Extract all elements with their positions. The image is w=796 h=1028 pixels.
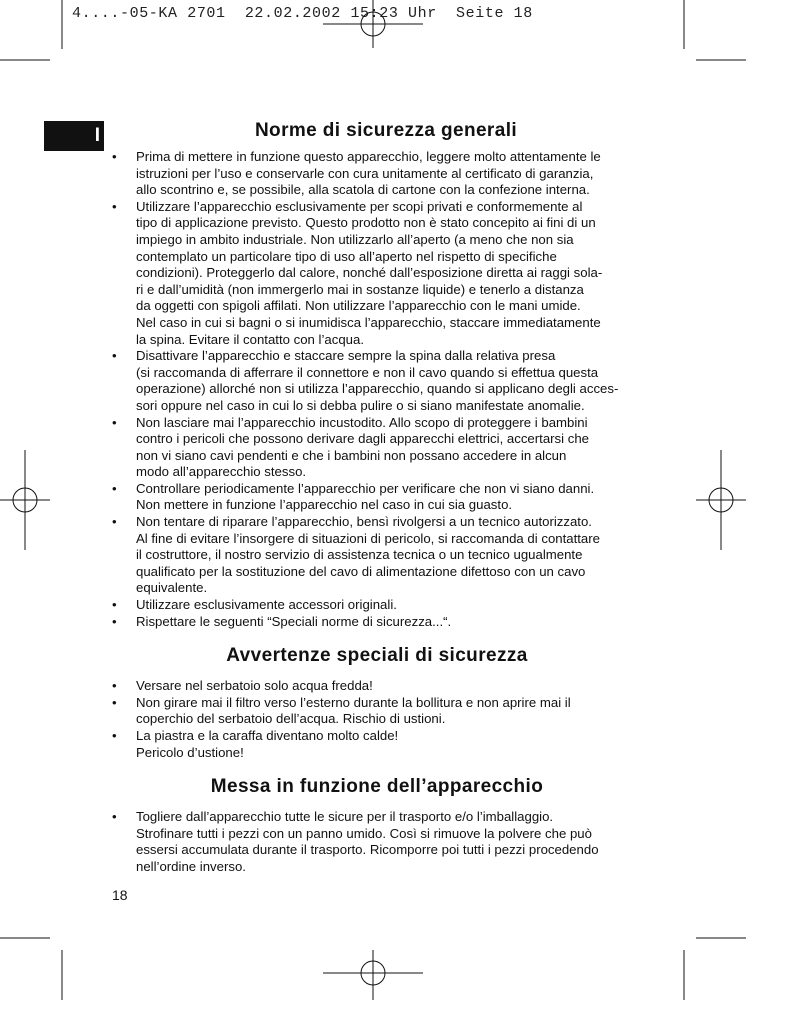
bullet-list (112, 149, 642, 630)
registration-mark-bottom (323, 950, 423, 1000)
list-item: • La piastra e la caraffa diventano molto calde! Pericolo d’ustione! (112, 728, 399, 760)
list-item: • Non girare mai il filtro verso l’esterno durante la bollitura e non aprire mai il coperchio del serbatoio dell’acqua. Rischio di ustioni. (112, 694, 571, 727)
list-item: • Disattivare l’apparecchio e staccare sempre la spina dalla relativa presa (si raccomanda di afferrare il connettore e non il cavo quando si effettua questa operazione) allorché non si utilizza l’apparecchio, quando si applicano degli acces- sori oppure nel caso in cui lo si debba pulire o si siano manifestate anomalie. (112, 348, 619, 413)
list-item: • Versare nel serbatoio solo acqua fredda! (112, 678, 373, 694)
page-content (112, 117, 642, 876)
section-title: Avvertenze speciali di sicurezza (226, 645, 528, 667)
list-item: • Utilizzare esclusivamente accessori originali. (112, 597, 397, 613)
bullet-icon: • (112, 198, 117, 214)
bullet-icon: • (112, 348, 117, 364)
bullet-list (112, 678, 642, 761)
section-title: Norme di sicurezza generali (254, 120, 518, 141)
section-title: Messa in funzione dell’apparecchio (210, 776, 544, 798)
registration-mark-left (0, 450, 50, 550)
list-item: • Togliere dall’apparecchio tutte le sicure per il trasporto e/o l’imballaggio. Strofinare tutti i pezzi con un panno umido. Così si rimuove la polvere che può essersi accumulata durante il trasporto. Ricomporre poi tutti i pezzi procedendo nell’ordine inverso. (112, 809, 599, 874)
list-item: • Prima di mettere in funzione questo apparecchio, leggere molto attentamente le istruzioni per l’uso e conservarle con cura unitamente al certificato di garanzia, allo scontrino e, se possibile, alla scatola di cartone con la confezione interna. (112, 149, 601, 198)
list-item: • Utilizzare l’apparecchio esclusivamente per scopi privati e conformemente al tipo di applicazione previsto. Questo prodotto non è stato concepito ai fini di un impiego in ambito industriale. Non utilizzarlo all’aperto (a meno che non sia contemplato un particolare tipo di uso all’aperto nel rispetto di specifiche condizioni). Proteggerlo dal calore, nonché dall’esposizione diretta ai raggi sola- ri e dall’umidità (non immergerlo mai in sostanze liquide) e tenerlo a distanza da oggetti con spigoli affilati. Non utilizzare l’apparecchio con le mani umide. Nel caso in cui si bagni o si inumidisca l’apparecchio, staccare immediatamente la spina. Evitare il contatto con l’acqua. (112, 198, 603, 347)
page-number: 18 (112, 887, 128, 903)
bullet-icon: • (112, 597, 117, 613)
bullet-icon: • (112, 480, 117, 496)
print-slug: 4....-05-KA 2701 22.02.2002 15:23 Uhr Seite 18 (72, 5, 533, 22)
bullet-icon: • (112, 809, 117, 825)
bullet-icon: • (112, 149, 117, 164)
registration-mark-top (323, 0, 423, 48)
language-tab: I (44, 121, 104, 151)
bullet-icon: • (112, 694, 117, 710)
list-item: • Non tentare di riparare l’apparecchio, bensì rivolgersi a un tecnico autorizzato. Al fine di evitare l’insorgere di situazioni di pericolo, si raccomanda di contattare il costruttore, il nostro servizio di assistenza tecnica o un tecnico ugualmente qualificato per la sostituzione del cavo di alimentazione difettoso con un cavo equivalente. (112, 514, 600, 596)
list-item: • Controllare periodicamente l’apparecchio per verificare che non vi siano danni. Non mettere in funzione l’apparecchio nel caso in cui sia guasto. (112, 480, 595, 513)
bullet-icon: • (112, 514, 117, 530)
bullet-icon: • (112, 613, 117, 629)
bullet-list (112, 809, 642, 875)
list-item: • Non lasciare mai l’apparecchio incustodito. Allo scopo di proteggere i bambini contro i pericoli che possono derivare dagli apparecchi elettrici, accertarsi che non vi siano cavi pendenti e che i bambini non possano accedere in alcun modo all’apparecchio stesso. (112, 414, 589, 480)
list-item: • Rispettare le seguenti “Speciali norme di sicurezza...“. (112, 613, 452, 629)
bullet-icon: • (112, 678, 117, 694)
registration-mark-right (696, 450, 746, 550)
bullet-icon: • (112, 728, 117, 743)
bullet-icon: • (112, 414, 117, 430)
